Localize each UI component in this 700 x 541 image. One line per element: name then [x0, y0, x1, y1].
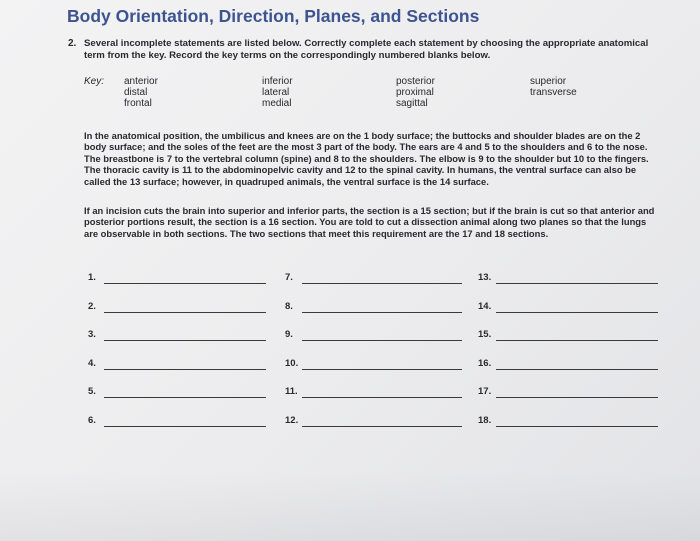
answer-number: 5. [88, 386, 96, 398]
key-term: inferior [262, 76, 293, 87]
answer-line[interactable] [496, 340, 658, 341]
answer-number: 18. [478, 415, 492, 426]
answer-line[interactable] [496, 426, 658, 427]
answer-line[interactable] [302, 283, 462, 284]
answer-number: 17. [478, 386, 492, 398]
answer-number: 15. [478, 329, 492, 341]
answer-line[interactable] [496, 369, 658, 370]
answer-number: 12. [285, 415, 299, 426]
key-term: superior [530, 76, 567, 87]
answer-number: 1. [88, 272, 96, 283]
paragraph-1: In the anatomical position, the umbilicus and knees are on the 1 body surface; the buttocks and shoulder blades are on the 2 body surface; and the soles of the feet are the most 3 part of the body. The ears are 4 and 5 to the shoulders and 6 to the nose. The breastbone is 7 to the vertebral column (spine) and 8 to the shoulders. The elbow is 9 to the shoulder but 10 to the fingers. The thoracic cavity is 11 to the abdominopelvic cavity and 12 to the spinal cavity. In humans, the ventral surface can also be called the 13 surface; however, in quadruped animals, the ventral surface is the 14 surface. [84, 130, 649, 187]
answer-number: 4. [88, 357, 96, 369]
answer-line[interactable] [302, 312, 462, 313]
answer-number: 10. [285, 357, 299, 369]
key-term: proximal [396, 87, 434, 98]
answer-line[interactable] [496, 312, 658, 313]
key-term: posterior [396, 76, 435, 87]
answer-number: 11. [285, 386, 298, 398]
key-term: anterior [124, 76, 158, 87]
answer-number: 16. [478, 357, 492, 369]
answer-number: 9. [285, 329, 293, 341]
key-term: sagittal [396, 98, 428, 109]
page-shadow [0, 470, 700, 541]
answer-line[interactable] [496, 283, 658, 284]
page-title: Body Orientation, Direction, Planes, and Sections [67, 6, 480, 26]
answer-number: 6. [88, 415, 96, 426]
answer-line[interactable] [302, 426, 462, 427]
answer-number: 2. [88, 300, 96, 312]
key-term: distal [124, 87, 148, 98]
answer-line[interactable] [104, 312, 266, 313]
answer-line[interactable] [104, 426, 266, 427]
answer-number: 7. [285, 272, 293, 283]
answer-line[interactable] [104, 369, 266, 370]
question-instructions: Several incomplete statements are listed below. Correctly complete each statement by choosing the appropriate anatomical term from the key. Record the key terms on the correspondingly numbered blanks below. [84, 38, 649, 61]
answer-line[interactable] [496, 397, 658, 398]
key-term: transverse [530, 87, 577, 98]
answer-line[interactable] [302, 340, 462, 341]
answer-line[interactable] [302, 397, 462, 398]
key-term: lateral [262, 87, 290, 98]
question-number: 2. [68, 38, 77, 49]
answer-line[interactable] [104, 283, 266, 284]
key-term: medial [262, 98, 292, 109]
answer-number: 13. [478, 272, 492, 283]
answer-number: 14. [478, 300, 492, 312]
key-term: frontal [124, 98, 152, 109]
answer-number: 8. [285, 300, 293, 312]
answer-line[interactable] [104, 340, 266, 341]
answer-line[interactable] [104, 397, 266, 398]
key-label: Key: [84, 76, 105, 87]
answer-line[interactable] [302, 369, 462, 370]
answer-number: 3. [88, 329, 96, 341]
paragraph-2: If an incision cuts the brain into superior and inferior parts, the section is a 15 section; but if the brain is cut so that anterior and posterior portions result, the section is a 16 section. You are told to cut a dissection animal along two planes so that the lungs are observable in both sections. The two sections that meet this requirement are the 17 and 18 sections. [84, 205, 655, 239]
